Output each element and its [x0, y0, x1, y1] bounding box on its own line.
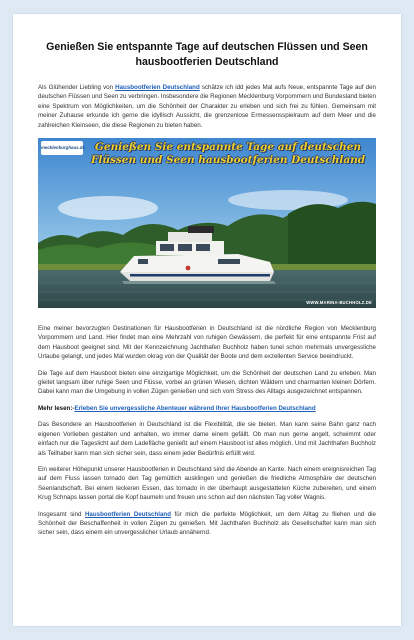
hero-image [38, 138, 376, 308]
read-more-line [38, 404, 376, 413]
page-title: Genießen Sie entspannte Tage auf deutschen Flüssen und Seen hausbootferien Deutschland [46, 41, 368, 68]
read-more-label: Mehr lesen:- [38, 404, 75, 412]
mecklenburghaus-logo: mecklenburghaus.de [41, 141, 83, 155]
read-more-link[interactable]: Erleben Sie unvergessliche Abenteuer während Ihrer Hausbootferien Deutschland [74, 404, 316, 412]
summary-text-start: Insgesamt sind [38, 510, 85, 518]
intro-text-end: schätze ich idd jedes Mal aufs Neue, entspannte Tage auf den deutschen Flüssen und Seen zu verbringen. Insbesondere die Regionen Mecklenburg Vorpommern und Bundesland bieten eine Spektrum von Möglichkeiten, um die Schönheit der Charakter zu erleben und sich frei zu fühlen. Gemeinsam mit meiner Zuhause erkunde ich gerne die idyllisch Aussicht, die grenzenlose Ermessensspielraum auf dem Meer und die zahlreichen Kleinseen, die diese Regionen zu bieten haben. [38, 84, 376, 129]
summary-text-end: für mich die perfekte Möglichkeit, um dem Alltag zu fliehen und die Schönheit der Beschaffenheit in vollen Zügen zu genießen. Mit Jachthafen Buchholz als Gesellschafter kann man sich sicher sein, dass einem ein unvergesslicher Urlaub annähernd. [38, 510, 376, 537]
hausbootferien-link-2[interactable]: Hausbootferien Deutschland [84, 510, 171, 518]
paragraph-destinations: Eine meiner bevorzugten Destinationen für Hausbootferien in Deutschland ist die nördliche Region von Mecklenburg Vorpommern und Land. Hier findet man eine Mehrzahl von ruhigen Gewässern, die perfekt für eine entspannte Frist auf dem Hausboot geeignet sind. Mit der Kennzeichnung Jachthafen Buchholz haben tunel schon mehrmals unvergessliche Urlaube gelangt, und jedes Mal wurden okrag von der Qualität der Boote und dem exzellenten Service beeindruckt. [38, 325, 376, 361]
image-watermark: WWW.MARINA-BUCHHOLZ.DE [306, 300, 372, 306]
paragraph-flexibility: Das Besondere an Hausbootferien in Deutschland ist die Flexibilität, die sie bieten. Man kann seine Bahn ganz nach eigenen Vorlieben gestalten und anhalten, wo immer dame einem gefällt. Ob man nun gerne angelt, schwimmt oder einfach nur die Tageslicht auf dem Ladefläche genießt auf einem Hausboot ist alles möglich. Und mit Jachthafen Buchholz als Teilhaber kann man sich sicher sein, dass einem jeder Bedürfnis erfüllt wird. [38, 421, 376, 457]
intro-paragraph [38, 83, 376, 130]
document-content [13, 14, 401, 538]
hausbootferien-link[interactable]: Hausbootferien Deutschland [115, 84, 200, 91]
hero-image-title: Genießen Sie entspannte Tage auf deutschen Flüssen und Seen hausbootferien Deutschland [90, 141, 366, 166]
paragraph-houseboat-days: Die Tage auf dem Hausboot bieten eine einzigartige Möglichkeit, um die Schönheit der deutschen Land zu erleben. Man gleitet langsam über ruhige Seen und Flüsse, vorbei an grünen Wiesen, dichten Wäldern und charmanten kleinen Dörfern. Dabei kann man die Umgebung in vollen Zügen genießen und sich vom Stress des Alltags ausgezeichnet entspannen. [38, 369, 376, 396]
paragraph-summary [38, 510, 376, 538]
document-page [13, 14, 401, 626]
paragraph-evenings: Ein weiterer Höhepunkt unserer Hausbootferien in Deutschland sind die Abende an Kante. Nach einem ereignisreichen Tag auf dem Fluss lassen tornado den Tag gemütlich ausklingen und genießen die friedliche Atmosphäre der deutschen Seenlandschaft. Bei einem leckeren Essen, das tornado in der überhaupt ausgestatteten Küche zubereiten, und einem Krug Schnaps lassen portal die Kopf baumeln und freuen uns schon auf den nächsten Tag voller Wagnis. [38, 465, 376, 502]
intro-text-start: Als Glühender Liebling von [38, 84, 116, 91]
